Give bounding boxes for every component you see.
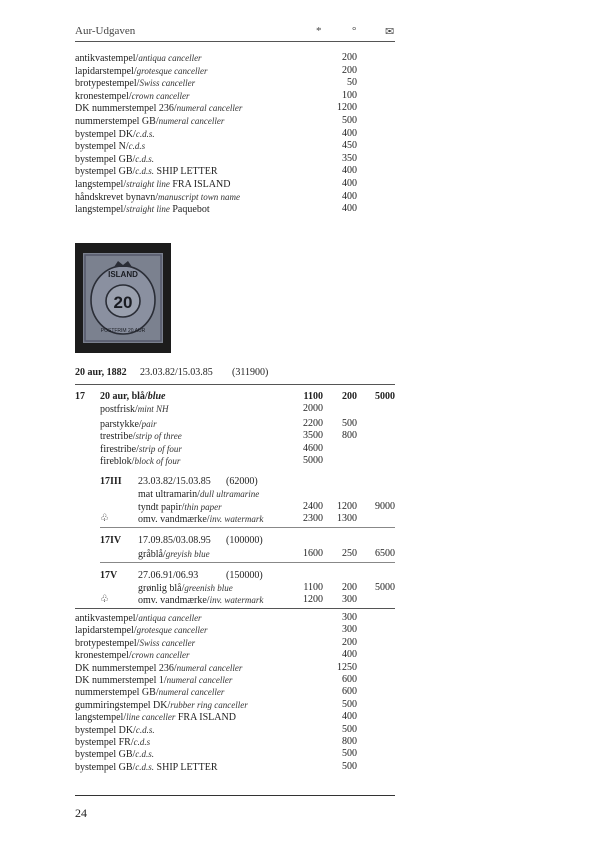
- variant-line: [0, 582, 595, 594]
- value-mint: 1600: [303, 547, 323, 559]
- entry-value: 50: [347, 77, 357, 89]
- entry-label: DK nummerstempel 1/numeral canceller: [75, 675, 233, 686]
- entry-value: 1200: [337, 102, 357, 114]
- entry-label: omv. vandmærke/inv. watermark: [138, 513, 264, 525]
- canceller-row: [0, 761, 595, 773]
- value-mint: 2000: [303, 403, 323, 414]
- variant-quantity: (150000): [226, 569, 263, 581]
- value-mint: 3500: [303, 430, 323, 442]
- entry-label: antikvastempel/antiqua canceller: [75, 53, 202, 64]
- entry-value: 400: [342, 190, 357, 202]
- catalogue-entry-17: [0, 391, 595, 403]
- watermark-symbol-icon: ♧: [100, 594, 109, 606]
- entry-value: 400: [342, 649, 357, 661]
- page-number: 24: [75, 806, 87, 820]
- issue-rule: [75, 384, 395, 385]
- issue-line: [0, 367, 595, 379]
- entry-label: bystempel GB/c.d.s. SHIP LETTER: [75, 166, 218, 178]
- stamp-paper: [83, 253, 163, 343]
- variant-id: 17III: [100, 476, 122, 487]
- value-used: 200: [342, 391, 357, 402]
- canceller-row: [0, 90, 595, 102]
- value-used: 800: [342, 430, 357, 442]
- canceller-row: [0, 77, 595, 89]
- variant-id: 17V: [100, 569, 118, 581]
- value-used: 1300: [337, 512, 357, 524]
- variant-quantity: (62000): [226, 476, 258, 487]
- entry-label: fireblok/block of four: [100, 455, 181, 467]
- stamp-image: [75, 243, 171, 353]
- canceller-row: [0, 736, 595, 748]
- entry-label: langstempel/straight line FRA ISLAND: [75, 179, 231, 190]
- entry-label: firestribe/strip of four: [100, 443, 182, 455]
- entry-value: 500: [342, 698, 357, 710]
- canceller-row: [0, 140, 595, 152]
- value-mint: 2400: [303, 500, 323, 512]
- value-mint: 2200: [303, 418, 323, 429]
- entry-value: 400: [342, 711, 357, 723]
- entry-value: 200: [342, 52, 357, 63]
- variant-line: [0, 548, 595, 560]
- entry-label: mat ultramarin/dull ultramarine: [138, 489, 260, 501]
- canceller-row: [0, 674, 595, 686]
- entry-label: bystempel FR/c.d.s: [75, 737, 151, 748]
- entry-label: parstykke/pair: [100, 419, 157, 430]
- canceller-row: [0, 612, 595, 624]
- list-rule: [75, 608, 395, 609]
- canceller-row: [0, 52, 595, 64]
- entry-label: brotypestempel/Swiss canceller: [75, 637, 196, 649]
- entry-value: 400: [342, 178, 357, 189]
- entry-value: 200: [342, 636, 357, 648]
- canceller-row: [0, 637, 595, 649]
- entry-value: 350: [342, 152, 357, 164]
- entry-value: 200: [342, 64, 357, 76]
- sub-entry-row: [0, 418, 595, 430]
- entry-label: antikvastempel/antiqua canceller: [75, 613, 202, 624]
- variant-line: [0, 501, 595, 513]
- entry-value: 500: [342, 760, 357, 772]
- entry-value: 400: [342, 127, 357, 139]
- value-used: 500: [342, 418, 357, 429]
- canceller-row: [0, 102, 595, 114]
- entry-label: DK nummerstempel 236/numeral canceller: [75, 103, 243, 115]
- canceller-row: [0, 699, 595, 711]
- variant-id: 17IV: [100, 535, 122, 547]
- value-cover: 5000: [375, 582, 395, 594]
- entry-label: lapidarstempel/grotesque canceller: [75, 625, 208, 637]
- variant-line: [0, 488, 595, 500]
- entry-label: gummiringstempel DK/rubber ring canceller: [75, 699, 248, 711]
- entry-label: bystempel N/c.d.s: [75, 141, 146, 153]
- entry-label: nummerstempel GB/numeral canceller: [75, 687, 225, 699]
- value-mint: 5000: [303, 454, 323, 466]
- column-mark-cover: ✉: [385, 26, 395, 38]
- entry-label: omv. vandmærke/inv. watermark: [138, 595, 264, 607]
- value-used: 1200: [337, 500, 357, 512]
- variant-line: [0, 594, 595, 606]
- canceller-row: [0, 203, 595, 215]
- variant-divider: [100, 527, 395, 528]
- canceller-row: [0, 711, 595, 723]
- entry-label: DK nummerstempel 236/numeral canceller: [75, 662, 243, 674]
- entry-label: langstempel/straight line Paquebot: [75, 204, 210, 216]
- catalogue-number: 17: [75, 391, 85, 402]
- entry-label: bystempel GB/c.d.s.: [75, 153, 155, 165]
- variant-dates: 23.03.82/15.03.85: [138, 476, 211, 487]
- value-cover: 6500: [375, 547, 395, 559]
- canceller-row: [0, 624, 595, 636]
- running-head: Aur-Udgaven: [75, 25, 136, 37]
- variant-header: [0, 535, 595, 547]
- entry-value: 1250: [337, 661, 357, 673]
- canceller-row: [0, 748, 595, 760]
- entry-value: 400: [342, 165, 357, 177]
- variant-divider: [100, 562, 395, 563]
- value-mint: 1100: [303, 391, 323, 402]
- canceller-row: [0, 649, 595, 661]
- value-mint: 1200: [303, 594, 323, 606]
- value-mint: 2300: [303, 512, 323, 524]
- value-mint: 4600: [303, 442, 323, 454]
- canceller-row: [0, 686, 595, 698]
- entry-value: 500: [342, 115, 357, 126]
- canceller-row: [0, 153, 595, 165]
- header-rule: [75, 41, 395, 42]
- stamp-value: 20: [113, 293, 133, 312]
- entry-label: håndskrevet bynavn/manuscript town name: [75, 191, 241, 203]
- sub-entry-row: [0, 430, 595, 442]
- entry-value: 400: [342, 203, 357, 215]
- canceller-row: [0, 662, 595, 674]
- column-mark-used: °: [352, 25, 357, 37]
- canceller-row: [0, 165, 595, 177]
- value-used: 200: [342, 582, 357, 594]
- canceller-row: [0, 724, 595, 736]
- entry-value: 500: [342, 748, 357, 760]
- variant-header: [0, 570, 595, 582]
- entry-value: 500: [342, 723, 357, 735]
- entry-value: 450: [342, 140, 357, 152]
- entry-label: bystempel DK/c.d.s.: [75, 724, 155, 736]
- value-cover: 9000: [375, 500, 395, 512]
- variant-dates: 27.06.91/06.93: [138, 569, 199, 581]
- issue-dates: 23.03.82/15.03.85: [140, 367, 213, 378]
- entry-value: 300: [342, 624, 357, 636]
- canceller-row: [0, 65, 595, 77]
- entry-label: nummerstempel GB/numeral canceller: [75, 116, 225, 127]
- entry-value: 600: [342, 686, 357, 698]
- entry-label: postfrisk/mint NH: [100, 404, 169, 415]
- footer-rule: [75, 795, 395, 796]
- canceller-row: [0, 178, 595, 190]
- entry-label: bystempel GB/c.d.s. SHIP LETTER: [75, 761, 218, 773]
- entry-value: 300: [342, 612, 357, 623]
- entry-value: 100: [342, 89, 357, 101]
- entry-label: kronestempel/crown canceller: [75, 650, 190, 662]
- value-cover: 5000: [375, 391, 395, 402]
- entry-title: 20 aur, blå/blue: [100, 391, 166, 402]
- column-mark-mint: *: [316, 25, 322, 37]
- value-mint: 1100: [303, 582, 323, 594]
- variant-line: [0, 513, 595, 525]
- entry-label: bystempel DK/c.d.s.: [75, 128, 155, 140]
- value-used: 250: [342, 547, 357, 559]
- sub-entry-row: [0, 403, 595, 415]
- stamp-design-icon: [83, 253, 163, 343]
- variant-dates: 17.09.85/03.08.95: [138, 535, 211, 547]
- entry-label: kronestempel/crown canceller: [75, 90, 190, 102]
- issue-quantity: (311900): [232, 367, 269, 378]
- variant-header: [0, 476, 595, 488]
- entry-label: grønlig blå/greenish blue: [138, 583, 233, 595]
- issue-title: 20 aur, 1882: [75, 367, 127, 378]
- canceller-row: [0, 115, 595, 127]
- entry-label: lapidarstempel/grotesque canceller: [75, 65, 208, 77]
- entry-label: brotypestempel/Swiss canceller: [75, 78, 196, 90]
- canceller-row: [0, 128, 595, 140]
- entry-label: trestribe/strip of three: [100, 431, 182, 443]
- sub-entry-row: [0, 443, 595, 455]
- entry-value: 800: [342, 736, 357, 747]
- variant-quantity: (100000): [226, 535, 263, 547]
- sub-entry-row: [0, 455, 595, 467]
- entry-label: tyndt papir/thin paper: [138, 501, 222, 513]
- entry-label: gråblå/greyish blue: [138, 548, 210, 560]
- stamp-bottom-text: POSTFRIM 20 AUR: [100, 328, 146, 334]
- entry-label: langstempel/line canceller FRA ISLAND: [75, 712, 236, 724]
- entry-label: bystempel GB/c.d.s.: [75, 749, 155, 761]
- stamp-country: ISLAND: [108, 270, 138, 279]
- value-used: 300: [342, 594, 357, 606]
- entry-value: 600: [342, 674, 357, 685]
- canceller-row: [0, 191, 595, 203]
- watermark-symbol-icon: ♧: [100, 512, 109, 524]
